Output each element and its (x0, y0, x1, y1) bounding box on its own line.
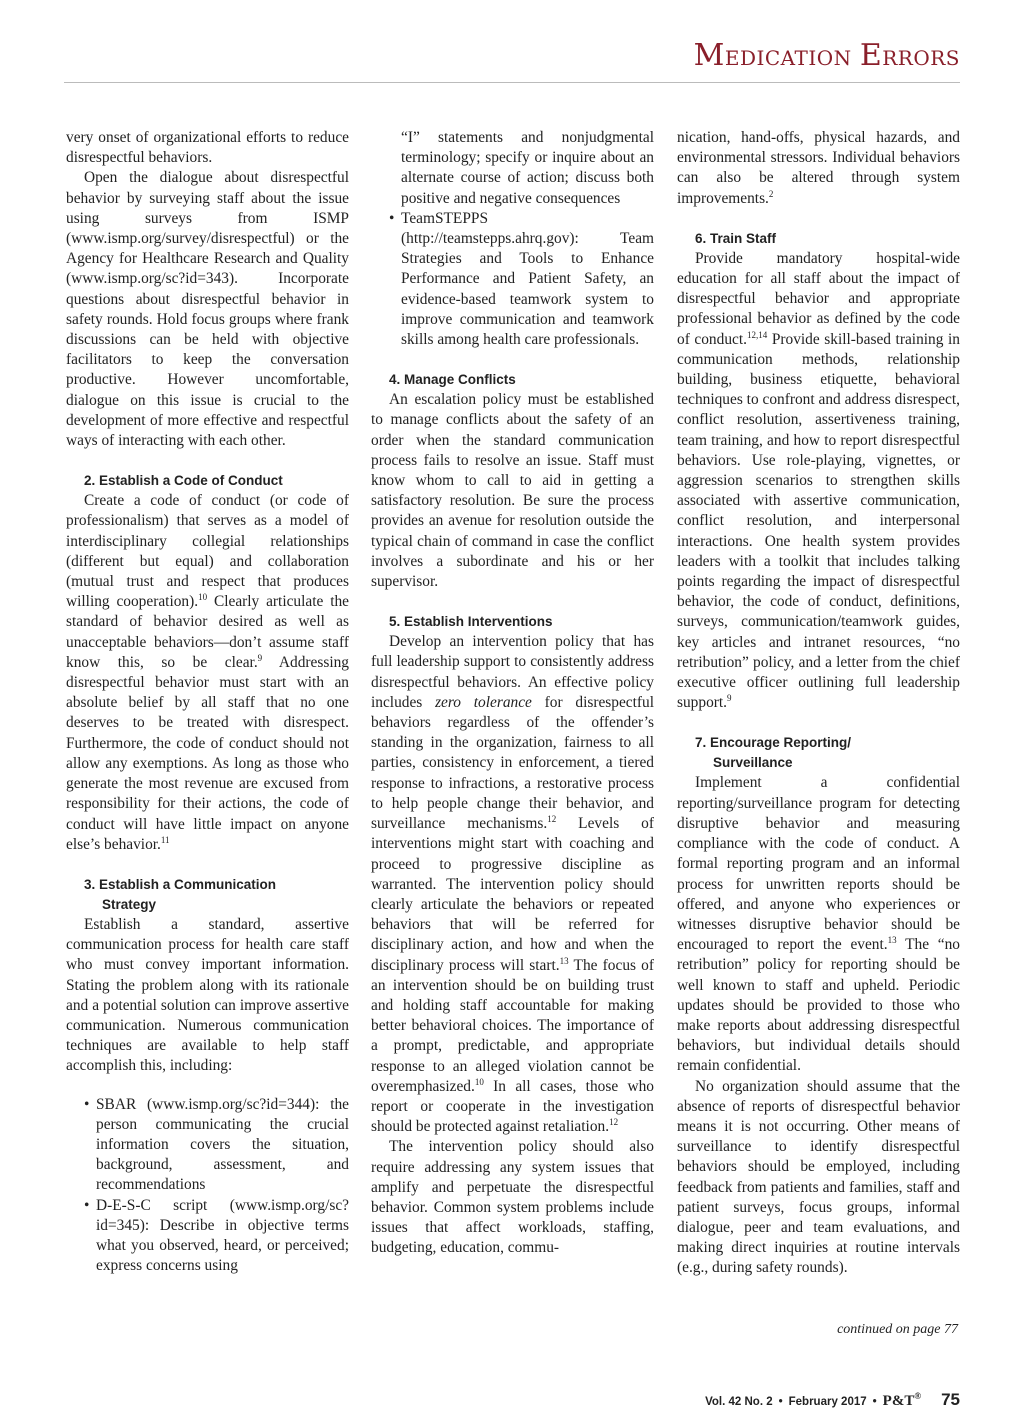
technique-list-continued (371, 128, 654, 350)
section-heading-5: 5. Establish Interventions (389, 614, 553, 630)
registered-mark: ® (914, 1391, 922, 1401)
paragraph: Implement a confidential reporting/surveillance program for detecting disruptive behavior and measuring compliance with the code of conduct. A formal reporting program and an informal process for unwritten reports should be offered, and anyone who experiences or witnesses disruptive behavior should be encouraged to report the event.$^{13}$ The “no retribution” policy for reporting should be well known to staff and upheld. Periodic updates should be provided to those who make reports about addressing disrespectful behaviors, but individual details should remain confidential. (677, 774, 960, 1075)
footnote-ref: 2 (768, 188, 774, 199)
header-rest-1: EDICATION (724, 46, 852, 70)
section-heading-7: 7. Encourage Reporting/ Surveillance (695, 735, 852, 771)
footnote-ref: 13 (559, 955, 569, 966)
header-rest-2: RRORS (882, 46, 960, 70)
paragraph: No organization should assume that the absence of reports of disrespectful behavior means it is not occurring. Other means of surveillance to identify disrespectful behaviors should be employed, including feedback from patients and families, staff and patient surveys, focus groups, informal dialogue, peer and team evaluations, and making direct inquiries at routine intervals (e.g., during safety rounds). (677, 1077, 960, 1277)
list-item: • TeamSTEPPS (http://teamstepps.ahrq.gov): Team Strategies and Tools to Enhance Performance and Patient Safety, an evidence-based teamwork system to improve communication and teamwork skills among health care professionals. (371, 209, 654, 350)
footnote-ref: 11 (160, 834, 170, 845)
header-cap-2: E (859, 38, 883, 73)
page-footer (705, 1390, 960, 1410)
list-item-continued: “I” statements and nonjudgmental terminology; specify or inquire about an alternate course of action; discuss both positive and negative consequences (401, 129, 654, 207)
paragraph: very onset of organizational efforts to reduce disrespectful behaviors. (66, 129, 349, 167)
issue-date: February 2017 (788, 1396, 867, 1408)
footnote-ref: 12 (547, 813, 557, 824)
paragraph: Provide mandatory hospital-wide education for all staff about the impact of disrespectful behavior and appropriate professional behavior as defined by the code of conduct.$^{12,14}$ Provide skill-based training in communication methods, relationship building, business etiquette, behavioral techniques to confront and address disrespect, conflict resolution, assertiveness training, team training, and how to report disrespectful behaviors. Use role-playing, vignettes, or aggression scenarios to strengthen skills associated with assertive communication, conflict resolution, and interpersonal interactions. One health system provides leaders with a toolkit that includes talking points regarding the impact of disrespectful behavior, the code of conduct, definitions, surveys, communication/teamwork guides, key articles and intranet resources, “no retribution” policy, and a letter from the chief executive officer outlining full leadership support.$^9$ (677, 249, 960, 712)
paragraph: Develop an intervention policy that has full leadership support to consistently address disrespectful behaviors. An effective policy includes zero tolerance for disrespectful behaviors regardless of the offender’s standing in the organization, fairness to all parties, consistency in enforcement, a tiered response to infractions, a restorative process to help people change their behavior, and surveillance mechanisms.$^{12}$ Levels of interventions might start with coaching and proceed to progressive discipline as warranted. The intervention policy should clearly articulate the behaviors or repeated behaviors that will be referred for disciplinary action, and how and when the disciplinary process will start.$^{13}$ The focus of an intervention should be on building trust and holding staff accountable for making better behavioral choices. The importance of a prompt, predictable, and appropriate response to an alleged violation cannot be overemphasized.$^{10}$ In all cases, those who report or cooperate in the investigation should be protected against retaliation.$^{12}$ (371, 633, 655, 1136)
footnote-ref: 13 (887, 934, 897, 945)
column-1 (66, 128, 349, 1276)
paragraph: Open the dialogue about disrespectful behavior by surveying staff about the issue using surveys from ISMP (www.ismp.org/survey/disrespectful) or the Agency for Healthcare Research and Quality (www.ismp.org/sc?id=343). Incorporate questions about disrespectful behavior in safety rounds. Hold focus groups where frank discussions can be held with objective facilitators to keep the conversation productive. However uncomfortable, dialogue on this issue is crucial to the development of more effective and respectful ways of interacting with each other. (66, 169, 349, 450)
paragraph: Create a code of conduct (or code of professionalism) that serves as a model of interdisciplinary collegial relationships (different but equal) and collaboration (mutual trust and respect that produces willing cooperation).$^{10}$ Clearly articulate the standard of behavior desired as well as unacceptable behaviors—don’t assume staff know this, so be clear.$^9$ Addressing disrespectful behavior must start with an absolute belief by all staff that no one deserves to be treated with disrespect. Furthermore, the code of conduct should not allow any exemptions. As long as those who generate the most revenue are excused from responsibility for their actions, the code of conduct will have little impact on anyone else’s behavior.$^{11}$ (66, 492, 350, 853)
technique-list (66, 1095, 349, 1277)
emphasis: zero tolerance (435, 693, 532, 711)
page-number: 75 (941, 1390, 960, 1409)
journal-name: P&T® (882, 1391, 922, 1409)
footnote-ref: 12 (609, 1117, 619, 1128)
footnote-ref: 10 (198, 592, 208, 603)
footnote-ref: 9 (257, 652, 263, 663)
footnote-ref: 10 (474, 1076, 484, 1087)
section-heading-6: 6. Train Staff (695, 230, 777, 246)
footnote-ref: 9 (727, 693, 732, 704)
paragraph: An escalation policy must be established to manage conflicts about the safety of an order when the standard communication process fails to resolve an issue. Staff must know whom to call to aid in getting a satisfactory resolution. Be sure the process provides an avenue for resolution outside the typical chain of command in case the conflict involves a subordinate and his or her supervisor. (371, 391, 654, 591)
continued-note: continued on page 77 (837, 1322, 958, 1337)
section-heading-2: 2. Establish a Code of Conduct (84, 473, 283, 489)
column-3 (677, 128, 960, 1279)
paragraph: The intervention policy should also require addressing any system issues that amplify and perpetuate the disrespectful behavior. Common system problems include issues that affect workloads, staffing, budgeting, education, commu- (371, 1138, 654, 1257)
footer-separator: • (872, 1396, 877, 1408)
footer-separator: • (778, 1396, 783, 1408)
column-2 (371, 128, 654, 1259)
volume-info: Vol. 42 No. 2 (705, 1396, 773, 1408)
paragraph: Establish a standard, assertive communication process for health care staff who must convey important information. Stating the problem along with its rationale and a potential solution can improve assertive communication. Numerous communication techniques are available to help staff accomplish this, including: (66, 915, 349, 1075)
list-item: • SBAR (www.ismp.org/sc?id=344): the person communicating the crucial information covers the situation, background, assessment, and recommendations (66, 1095, 349, 1196)
list-item: • D-E-S-C script (www.ismp.org/sc?id=345): Describe in objective terms what you observed, heard, or perceived; express concerns using (66, 1196, 349, 1277)
paragraph: nication, hand-offs, physical hazards, and environmental stressors. Individual behaviors can also be altered through system improvements.$^2$ (677, 129, 960, 207)
header-divider (64, 82, 960, 83)
header-cap-1: M (693, 38, 725, 73)
section-heading-3: 3. Establish a Communication Strategy (84, 876, 277, 912)
section-heading-4: 4. Manage Conflicts (389, 372, 516, 388)
section-header (694, 38, 960, 73)
footnote-ref: 12,14 (746, 329, 768, 340)
